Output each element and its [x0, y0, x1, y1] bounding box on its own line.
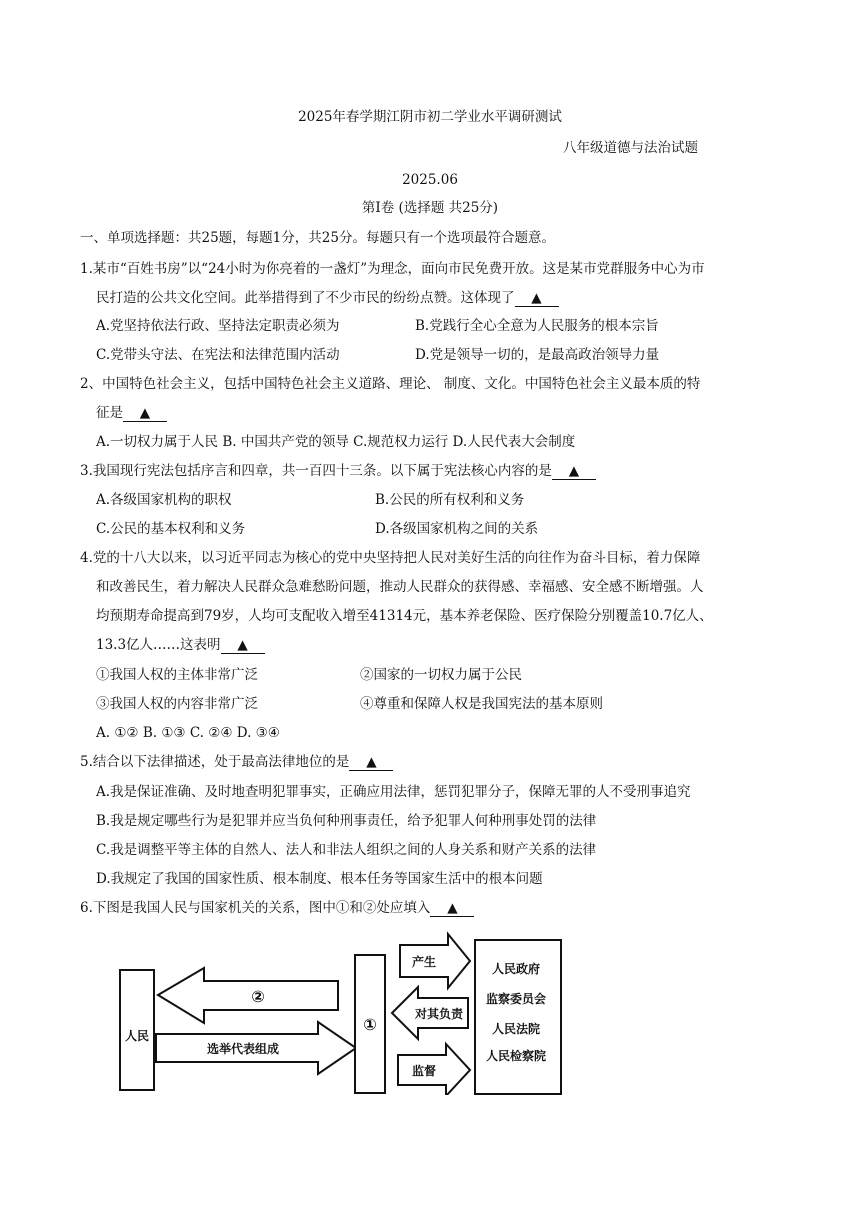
options-row: A.一切权力属于人民 B. 中国共产党的领导 C.规范权力运行 D.人民代表大会制度 [96, 434, 576, 450]
answer-blank: ▲ [221, 637, 265, 654]
organ-court: 人民法院 [491, 1022, 541, 1036]
center-label: ① [363, 1015, 377, 1034]
arrow-top-label: ② [251, 987, 265, 1006]
answer-blank: ▲ [515, 290, 559, 307]
question-stem: 2、中国特色社会主义，包括中国特色社会主义道路、理论、 制度、文化。中国特色社会主义最本质的特 [80, 376, 701, 392]
responsible-label: 对其负责 [414, 1007, 464, 1021]
answer-blank: ▲ [552, 463, 596, 480]
question-stem: 3.我国现行宪法包括序言和四章，共一百四十三条。以下属于宪法核心内容的是 ▲ [80, 462, 596, 480]
question-stem: 5.结合以下法律描述，处于最高法律地位的是 ▲ [80, 753, 393, 771]
options-row: A. ①② B. ①③ C. ②④ D. ③④ [96, 725, 280, 741]
answer-blank: ▲ [123, 405, 167, 422]
question-stem: 均预期寿命提高到79岁，人均可支配收入增至41314元，基本养老保险、医疗保险分别覆盖10.7亿人、 [96, 608, 713, 624]
option-a: A.我是保证准确、及时地查明犯罪事实，正确应用法律，惩罚犯罪分子，保障无罪的人不受刑事追究 [96, 784, 691, 800]
question-stem: 13.3亿人……这表明 ▲ [96, 636, 265, 654]
question-stem: 6.下图是我国人民与国家机关的关系，图中①和②处应填入 ▲ [80, 899, 474, 917]
arrow-left-icon [158, 968, 338, 1023]
option-c: C.公民的基本权利和义务 [96, 521, 246, 537]
volume-title: 第Ⅰ卷 (选择题 共25分) [361, 200, 499, 216]
supervise-label: 监督 [411, 1064, 437, 1078]
organ-procuratorate: 人民检察院 [485, 1049, 547, 1063]
section-intro: 一、单项选择题：共25题，每题1分，共25分。每题只有一个选项最符合题意。 [80, 230, 555, 246]
option-d: D.各级国家机构之间的关系 [375, 521, 539, 537]
organ-government: 人民政府 [491, 962, 541, 976]
statement-3: ③我国人权的内容非常广泛 [96, 696, 258, 712]
question-stem: 民打造的公共文化空间。此举措得到了不少市民的纷纷点赞。这体现了 ▲ [96, 289, 559, 307]
statement-1: ①我国人权的主体非常广泛 [96, 667, 258, 683]
option-a: A.各级国家机构的职权 [96, 492, 232, 508]
produce-label: 产生 [411, 955, 437, 969]
option-d: D.我规定了我国的国家性质、根本制度、根本任务等国家生活中的根本问题 [96, 871, 543, 887]
option-b: B.我是规定哪些行为是犯罪并应当负何种刑事责任，给予犯罪人何种刑事处罚的法律 [96, 813, 597, 829]
exam-subject: 八年级道德与法治试题 [563, 140, 698, 156]
arrow-bottom-label: 选举代表组成 [206, 1042, 280, 1056]
question-stem: 和改善民生，着力解决人民群众急难愁盼问题，推动人民群众的获得感、幸福感、安全感不断增强。人 [96, 579, 704, 595]
people-label: 人民 [124, 1029, 150, 1043]
organ-supervision-commission: 监察委员会 [485, 992, 547, 1006]
answer-blank: ▲ [430, 900, 474, 917]
statement-4: ④尊重和保障人权是我国宪法的基本原则 [360, 696, 603, 712]
option-d: D.党是领导一切的，是最高政治领导力量 [415, 347, 660, 363]
option-a: A.党坚持依法行政、坚持法定职责必须为 [96, 318, 340, 334]
option-b: B.党践行全心全意为人民服务的根本宗旨 [415, 318, 659, 334]
question-stem: 4.党的十八大以来，以习近平同志为核心的党中央坚持把人民对美好生活的向往作为奋斗目标，着力保障 [80, 550, 701, 566]
question-stem: 1.某市“百姓书房”以“24小时为你亮着的一盏灯”为理念，面向市民免费开放。这是某市党群服务中心为市 [80, 261, 705, 277]
option-c: C.党带头守法、在宪法和法律范围内活动 [96, 347, 340, 363]
question-stem: 征是 ▲ [96, 404, 167, 422]
people-state-organs-diagram [118, 930, 568, 1095]
statement-2: ②国家的一切权力属于公民 [360, 667, 522, 683]
answer-blank: ▲ [349, 754, 393, 771]
exam-date: 2025.06 [402, 172, 458, 188]
exam-title: 2025年春学期江阴市初二学业水平调研测试 [298, 109, 562, 125]
option-b: B.公民的所有权利和义务 [375, 492, 525, 508]
option-c: C.我是调整平等主体的自然人、法人和非法人组织之间的人身关系和财产关系的法律 [96, 842, 597, 858]
